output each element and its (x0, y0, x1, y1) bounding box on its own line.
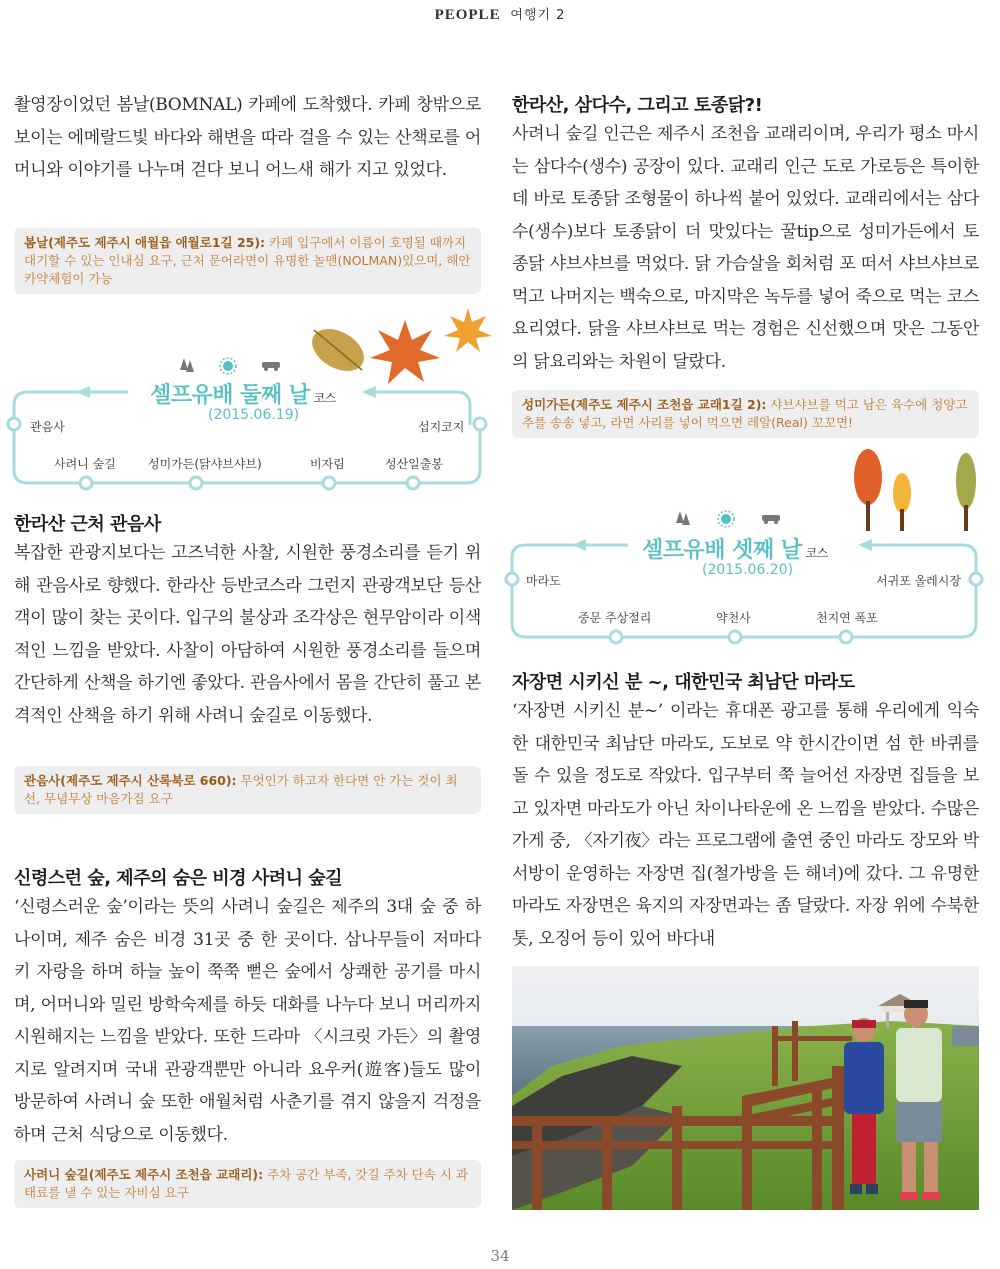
section-heading-saryeoni: 신령스런 숲, 제주의 숨은 비경 사려니 숲길 (14, 868, 343, 889)
route-map-day3 (500, 445, 1000, 645)
running-header (0, 4, 1000, 24)
info-note-bomnal (14, 228, 481, 294)
paragraph-samdasoo: 사려니 숲길 인근은 제주시 조천읍 교래리이며, 우리가 평소 마시는 삼다수(생수) 공장이 있다. 교래리 인근 도로 가로등은 특이한데 바로 토종닭 조형물이 하나씩 붙어 있었다. 교래리에서는 삼다수(생수)보다 토종닭이 더 맛있다는 꿀tip으로 성미가든에서 토종닭 샤브샤브를 먹었다. 닭 가슴살을 회처럼 포 떠서 샤브샤브로 먹고 나머지는 백숙으로, 마지막은 녹두를 넣어 죽으로 먹는 코스요리였다. 닭을 샤브샤브로 먹는 경험은 신선했으며 맛은 그동안의 닭요리와는 차원이 달랐다. (512, 124, 979, 372)
note-text: 샤브샤브를 먹고 남은 육수에 청양고추를 송송 넣고, 라면 사리를 넣어 먹으면 레알(Real) 꼬꼬면! (522, 397, 968, 430)
route-suffix: 코스 (313, 391, 336, 405)
route-stop: 천지연 폭포 (816, 611, 878, 625)
tree-icon (180, 358, 194, 372)
info-note-gwaneumsa (14, 766, 481, 814)
paragraph-saryeoni: ‘신령스러운 숲’이라는 뜻의 사려니 숲길은 제주의 3대 숲 중 하나이며, 제주 숨은 비경 31곳 중 한 곳이다. 삼나무들이 저마다 키 자랑을 하며 하늘 높이 쭉쭉 뻗은 숲에서 상쾌한 공기를 마시며, 어머니와 밀린 방학숙제를 하듯 대화를 나누다 보니 머리까지 시원해지는 느낌을 받았다. 또한 드라마 〈시크릿 가든〉의 촬영지로 알려지며 국내 관광객뿐만 아니라 요우커(遊客)들도 많이 방문하여 사려니 숲 또한 애월처럼 사춘기를 겪지 않을지 걱정을 하며 근처 식당으로 이동했다. (14, 897, 481, 1145)
sun-icon (718, 511, 734, 527)
route-start: 마라도 (526, 574, 561, 588)
coastal-photo-illustration (512, 966, 979, 1210)
note-text: 무엇인가 하고자 한다면 안 가는 것이 최선, 무념무상 마음가짐 요구 (24, 773, 458, 806)
info-note-seongmi (512, 390, 979, 438)
route-end: 서귀포 올레시장 (876, 574, 961, 588)
route-title: 셀프유배 둘째 날 (150, 383, 310, 408)
leaf-icon (305, 320, 371, 379)
paragraph-gwaneumsa: 복잡한 관광지보다는 고즈넉한 사찰, 시원한 풍경소리를 듣기 위해 관음사로 향했다. 한라산 등반코스라 그런지 관광객보단 등산객이 많이 찾는 곳이다. 입구의 불상과 조각상은 현무암이라 이색적인 느낌을 받았다. 사찰이 아담하여 시원한 풍경소리를 들으며 간단하게 산책을 하기엔 좋았다. 관음사에서 몸을 간단히 풀고 본격적인 산책을 하기 위해 사려니 숲길로 이동했다. (14, 543, 481, 726)
route-title: 셀프유배 셋째 날 (642, 538, 802, 563)
section-heading-marado: 자장면 시키신 분 ~, 대한민국 최남단 마라도 (512, 672, 855, 693)
route-start: 관음사 (30, 420, 65, 434)
route-stop: 사려니 숲길 (54, 457, 116, 471)
note-place: 관음사(제주도 제주시 산록북로 660): (24, 773, 237, 788)
sun-icon (220, 358, 236, 374)
car-icon (762, 515, 780, 524)
note-text: 주차 공간 부족, 갓길 주차 단속 시 과태료를 낼 수 있는 자비심 요구 (24, 1167, 468, 1200)
maple-leaf-icon (370, 308, 492, 384)
route-stop: 성산일출봉 (385, 457, 443, 471)
route-date: (2015.06.20) (702, 562, 794, 578)
page-number: 34 (490, 1247, 510, 1265)
magazine-brand: PEOPLE (434, 7, 501, 23)
route-stop: 약천사 (716, 611, 751, 625)
route-end: 섭지코지 (418, 420, 465, 434)
route-suffix: 코스 (805, 546, 828, 560)
section-heading-samdasoo: 한라산, 삼다수, 그리고 토종닭?! (512, 95, 763, 116)
route-map-day2 (0, 300, 500, 500)
route-date: (2015.06.19) (208, 407, 300, 423)
car-icon (262, 362, 280, 371)
tree-icon (854, 449, 976, 531)
paragraph-marado: ‘자장면 시키신 분~’ 이라는 휴대폰 광고를 통해 우리에게 익숙한 대한민국 최남단 마라도, 도보로 약 한시간이면 섬 한 바퀴를 돌 수 있을 정도로 작았다. 입구부터 쭉 늘어선 자장면 집들을 보고 있자면 마라도가 아닌 차이나타운에 온 느낌을 받았다. 수많은 가게 중, 〈자기夜〉라는 프로그램에 출연 중인 마라도 장모와 박서방이 운영하는 자장면 집(철가방을 든 해녀)에 갔다. 그 유명한 마라도 자장면은 육지의 자장면과는 좀 달랐다. 자장 위에 수북한 톳, 오징어 등이 있어 바다내 (512, 701, 979, 949)
info-note-saryeoni (14, 1160, 481, 1208)
note-place: 사려니 숲길(제주도 제주시 조천읍 교래리): (24, 1167, 264, 1182)
route-stop: 비자림 (310, 457, 345, 471)
note-text: 카페 입구에서 이름이 호명될 때까지 대기할 수 있는 인내심 요구, 근처 문어라면이 유명한 놀맨(NOLMAN)있으며, 해안 카약체험이 가능 (24, 235, 471, 286)
route-stop: 성미가든(닭샤브샤브) (148, 457, 262, 471)
marado-photo (512, 966, 979, 1210)
route-stop: 중문 주상절리 (578, 611, 652, 625)
intro-paragraph: 촬영장이었던 봄날(BOMNAL) 카페에 도착했다. 카페 창밖으로 보이는 에메랄드빛 바다와 해변을 따라 걸을 수 있는 산책로를 어머니와 이야기를 나누며 걷다 보니 어느새 해가 지고 있었다. (14, 95, 481, 180)
tree-icon (676, 511, 690, 525)
note-place: 성미가든(제주도 제주시 조천읍 교래1길 2): (522, 397, 767, 412)
section-name: 여행기 2 (510, 8, 566, 23)
note-place: 봄날(제주도 제주시 애월읍 애월로1길 25): (24, 235, 266, 250)
section-heading-gwaneumsa: 한라산 근처 관음사 (14, 514, 161, 535)
